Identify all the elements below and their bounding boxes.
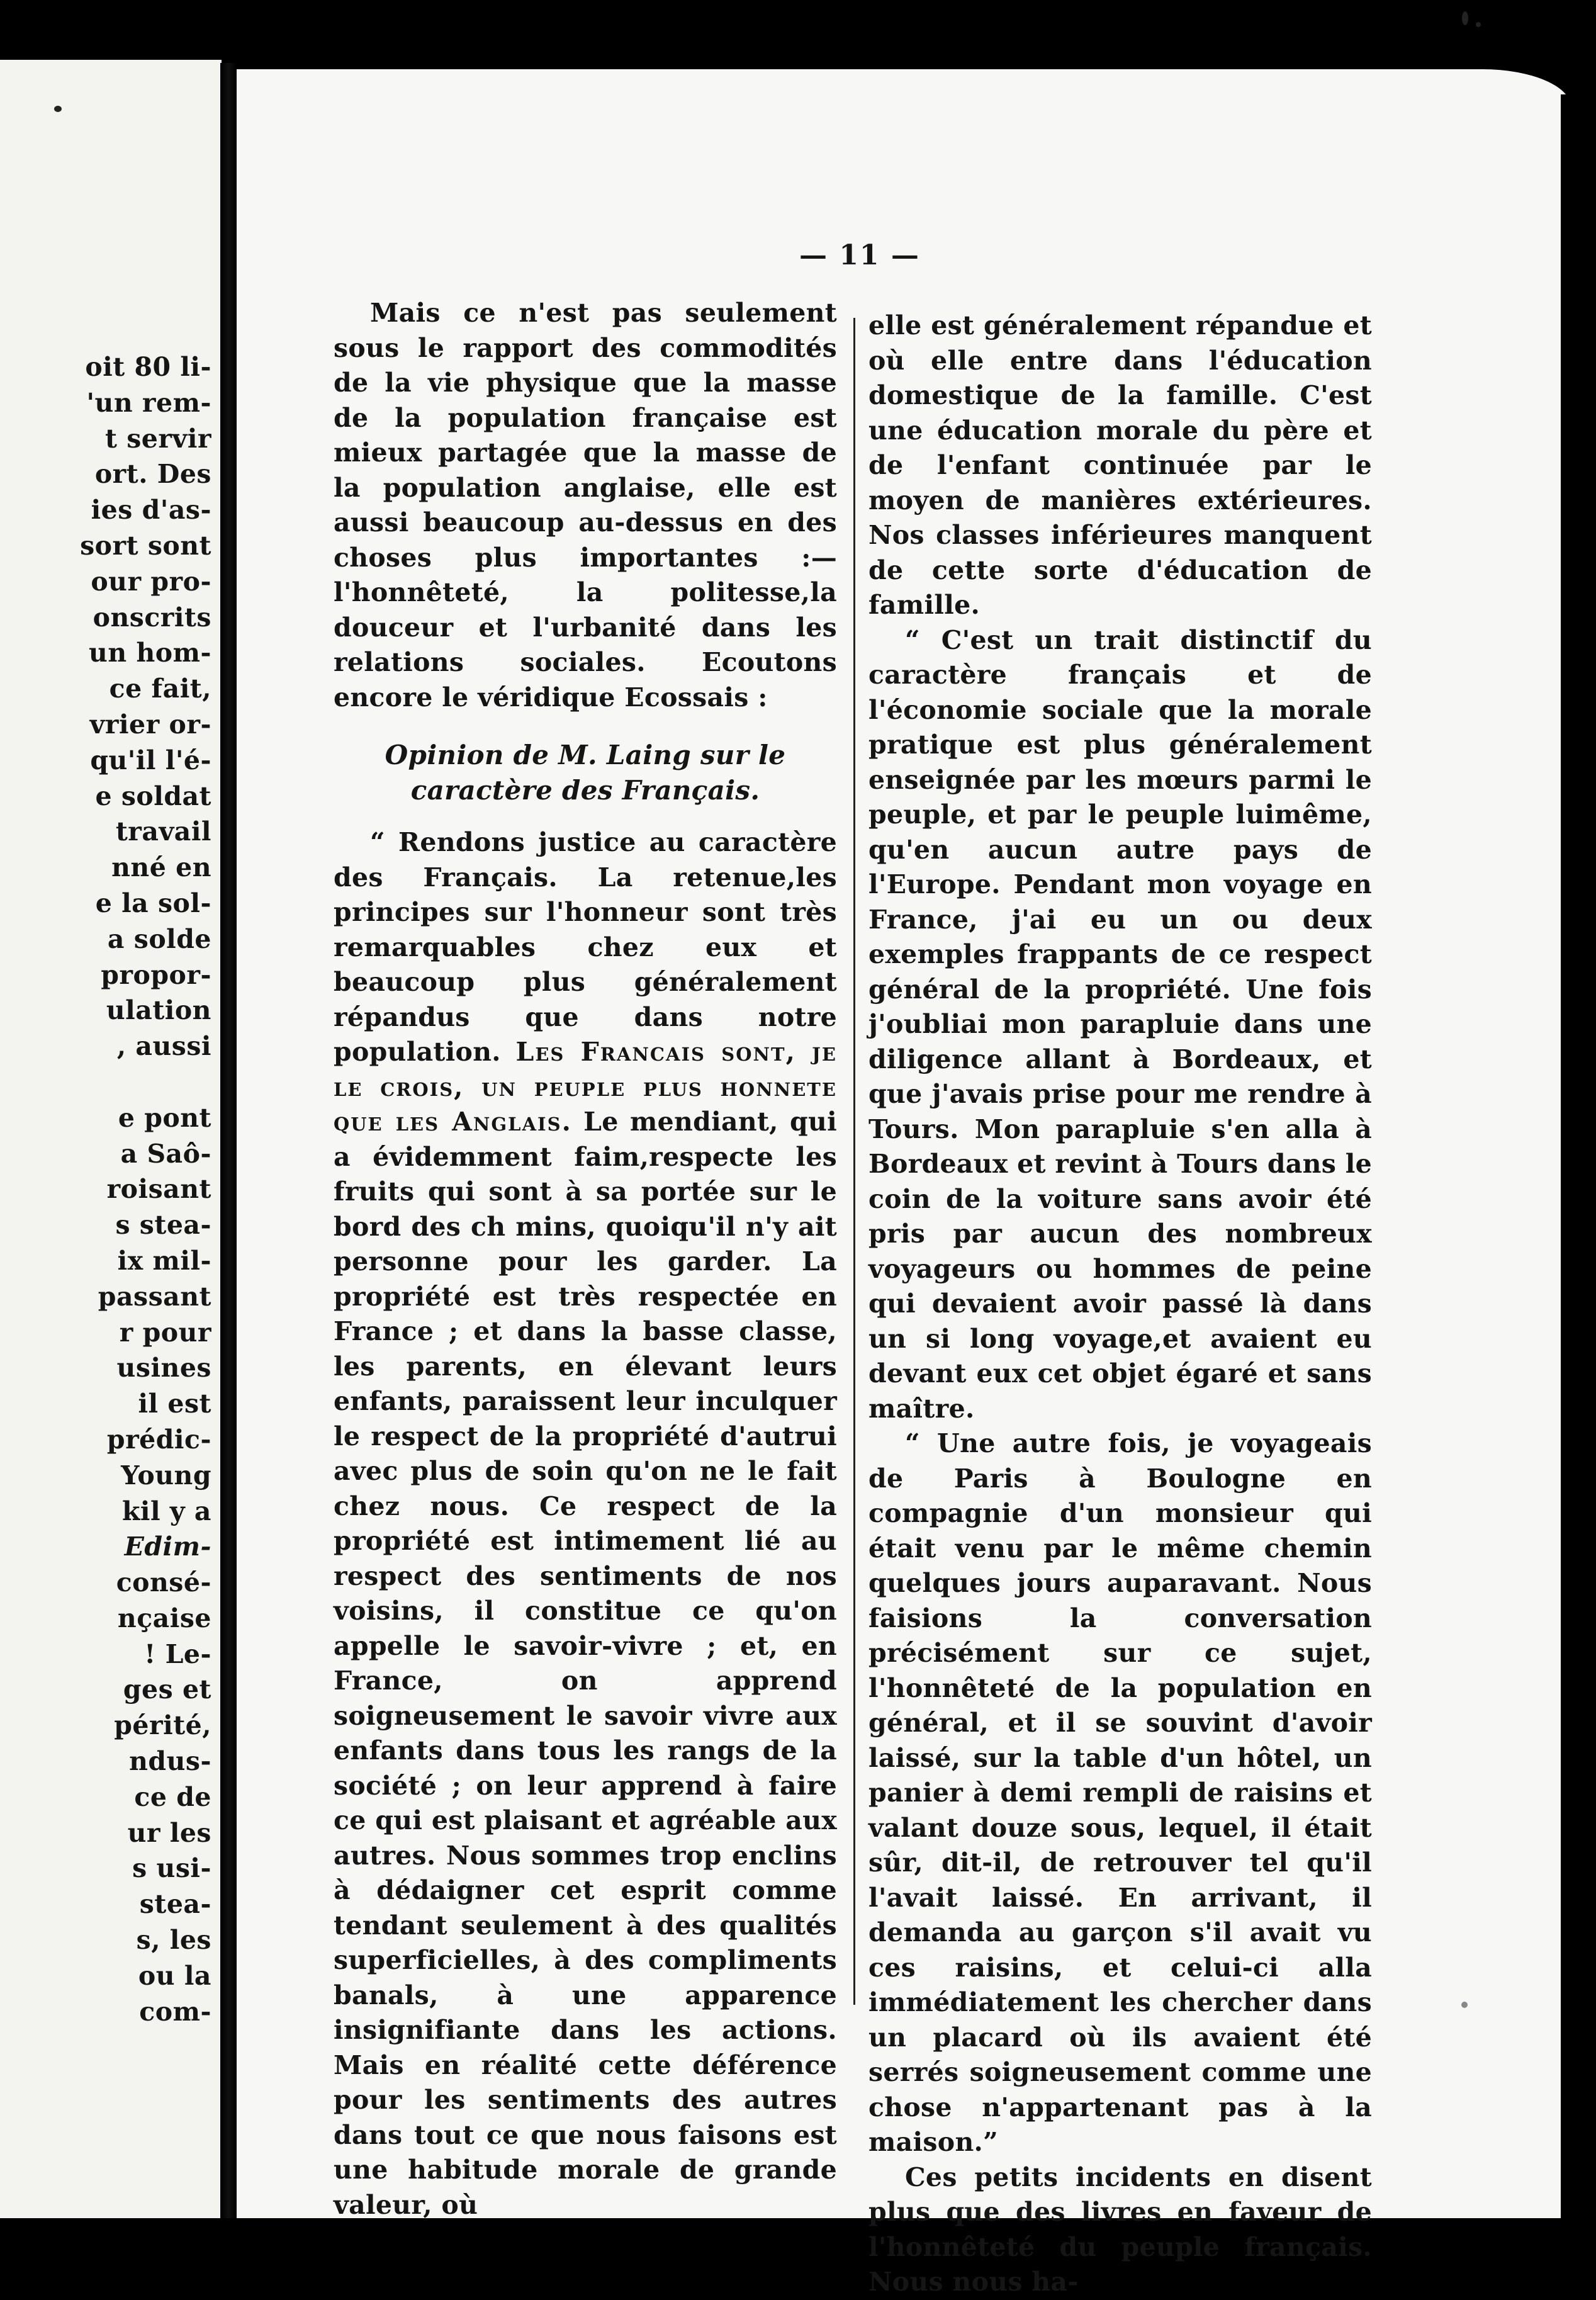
fragment-line: e la sol- — [95, 888, 211, 918]
fragment-line: e pont — [118, 1102, 211, 1133]
fragment-line: passant — [98, 1281, 211, 1312]
fragment-line: roisant — [106, 1174, 211, 1205]
fragment-line: ies d'as- — [91, 495, 211, 526]
column-rule — [853, 318, 855, 2005]
fragment-line: a solde — [107, 923, 211, 954]
paragraph: “ C'est un trait distinctif du caractère français et de l'économie sociale que la morale pratique est plus généralement enseignée par les mœurs parmi le peuple, et par le peuple luimême, qu'en aucun autre pays de l'Europe. Pendant mon voyage en France, j'ai eu un ou deux exemples frappants de ce respect général de la propriété. Une fois j'oubliai mon parapluie dans une diligence allant à Bordeaux, et que j'avais prise pour me rendre à Tours. Mon parapluie s'en alla à Bordeaux et revint à Tours dans le coin de la voiture sans avoir été pris par aucun des nombreux voyageurs ou hommes de peine qui devaient avoir passé là dans un si long voyage,et avaient eu devant eux cet objet égaré et sans maître. — [868, 624, 1372, 1424]
fragment-line: périté, — [114, 1710, 211, 1741]
section-heading: Opinion de M. Laing sur le caractère des Français. — [385, 740, 786, 806]
fragment-line: ce de — [134, 1781, 211, 1812]
fragment-line: our pro- — [91, 566, 211, 597]
paragraph — [334, 825, 837, 2223]
fragment-line: ce fait, — [109, 674, 211, 704]
fragment-line: s, les — [136, 1925, 211, 1956]
scan-border-right — [1561, 94, 1596, 2222]
fragment-line: stea- — [139, 1889, 211, 1920]
fragment-line: onscrits — [93, 602, 211, 633]
fragment-line: usines — [116, 1353, 211, 1384]
page-number: — 11 — — [799, 239, 920, 271]
fragment-line: Edim- — [124, 1531, 211, 1562]
fragment-line: propor- — [101, 959, 211, 990]
fragment-line: prédic- — [106, 1424, 211, 1455]
fragment-line: ur les — [127, 1817, 211, 1848]
fragment-line: r pour — [119, 1317, 211, 1348]
fragment-line: Young — [121, 1460, 211, 1491]
fragment-line: a Saô- — [120, 1138, 211, 1169]
text-column-left — [334, 296, 837, 2223]
fragment-line: t servir — [105, 423, 211, 454]
fragment-line: vrier or- — [89, 709, 211, 740]
quote-text: Le mendiant, qui a évidemment faim,respecte les fruits qui sont à sa portée sur le bord des ch mins, quoiqu'il n'y ait personne pour les garder. La propriété est très respectée en France ; et dans la basse classe, les parents, en élevant leurs enfants, paraissent leur inculquer le respect de la propriété d'autrui avec plus de soin qu'on ne le fait chez nous. Ce respect de la propriété est intimement lié au respect des sentiments de nos voisins, il constitue ce qu'on appelle le savoir-vivre ; et, en France, on apprend soigneusement le savoir vivre aux enfants dans tous les rangs de la société ; on leur apprend à faire ce qui est plaisant et agréable aux autres. Nous sommes trop enclins à dédaigner cet esprit comme tendant seulement à des qualités superficielles, à des compliments banals, à une apparence insignifiante dans les actions. Mais en réalité cette déférence pour les sentiments des autres dans tout ce que nous faisons est une habitude morale de grande valeur, où — [334, 1107, 837, 2220]
fragment-line: 'un rem- — [86, 387, 211, 418]
fragment-line: ges et — [123, 1674, 211, 1705]
fragment-line: ou la — [138, 1960, 211, 1991]
fragment-line: nné en — [111, 852, 211, 883]
fragment-line: ! Le- — [144, 1638, 211, 1669]
facing-page-fragment — [0, 60, 222, 2219]
fragment-line: un hom- — [89, 638, 211, 668]
fragment-line: e soldat — [95, 781, 211, 811]
fragment-line: oit 80 li- — [85, 352, 211, 382]
scan-speck — [1461, 2002, 1468, 2008]
paragraph: Ces petits incidents en disent plus que des livres en faveur de l'honnêteté du peuple français. Nous nous ha- — [868, 2162, 1372, 2297]
fragment-line: consé- — [116, 1567, 211, 1598]
fragment-line: ulation — [106, 995, 211, 1026]
fragment-line: kil y a — [122, 1496, 211, 1526]
scan-speck — [1462, 11, 1468, 25]
paragraph: “ Une autre fois, je voyageais de Paris à Boulogne en compagnie d'un monsieur qui était venu par le même chemin quelques jours auparavant. Nous faisions la conversation précisément sur ce sujet, l'honnêteté de la population en général, et il se souvint d'avoir laissé, sur la table d'un hôtel, un panier à demi rempli de raisins et valant douze sous, lequel, il était sûr, dit-il, de retrouver tel qu'il l'avait laissé. En arrivant, il demanda au garçon s'il avait vu ces raisins, et celui-ci alla immédiatement les chercher dans un placard où ils avaient été serrés soigneusement comme une chose n'appartenant pas à la maison.” — [868, 1428, 1372, 2157]
fragment-line: s usi- — [132, 1853, 211, 1884]
paragraph: Mais ce n'est pas seulement sous le rapport des commodités de la vie physique que la masse de la population française est mieux partagée que la masse de la population anglaise, elle est aussi beaucoup au-dessus en des choses plus importantes :—l'honnêteté, la politesse,la douceur et l'urbanité dans les relations sociales. Ecoutons encore le véridique Ecossais : — [334, 298, 837, 713]
fragment-line: travail — [115, 816, 211, 847]
emphasized-text: Les Francais sont, je le crois, un peuple plus honnete que les Anglais. — [334, 1037, 837, 1137]
fragment-line: , aussi — [116, 1031, 211, 1062]
fragment-line: s stea- — [115, 1210, 211, 1241]
fragment-line: sort sont — [80, 530, 211, 561]
page-gutter — [220, 63, 237, 2219]
scan-speck — [1476, 22, 1481, 27]
facing-page-text — [0, 349, 220, 2029]
scan-speck — [54, 106, 62, 112]
fragment-line: com- — [139, 1996, 211, 2027]
fragment-line: ndus- — [129, 1746, 211, 1777]
fragment-line: il est — [138, 1389, 211, 1419]
fragment-line: ix mil- — [117, 1245, 211, 1276]
fragment-line — [0, 1064, 220, 1100]
fragment-line: ort. Des — [94, 459, 211, 490]
text-column-right — [868, 308, 1372, 2300]
fragment-line: qu'il l'é- — [90, 745, 211, 775]
quote-text: “ Rendons justice au caractère des Français. La retenue,les principes sur l'honneur sont très remarquables chez eux et beaucoup plus généralement répandus que dans notre population. — [334, 827, 837, 1067]
paragraph: elle est généralement répandue et où elle entre dans l'éducation domestique de la famille. C'est une éducation morale du père et de l'enfant continuée par le moyen de manières extérieures. Nos classes inférieures manquent de cette sorte d'éducation de famille. — [868, 310, 1372, 620]
fragment-line: nçaise — [117, 1603, 211, 1633]
